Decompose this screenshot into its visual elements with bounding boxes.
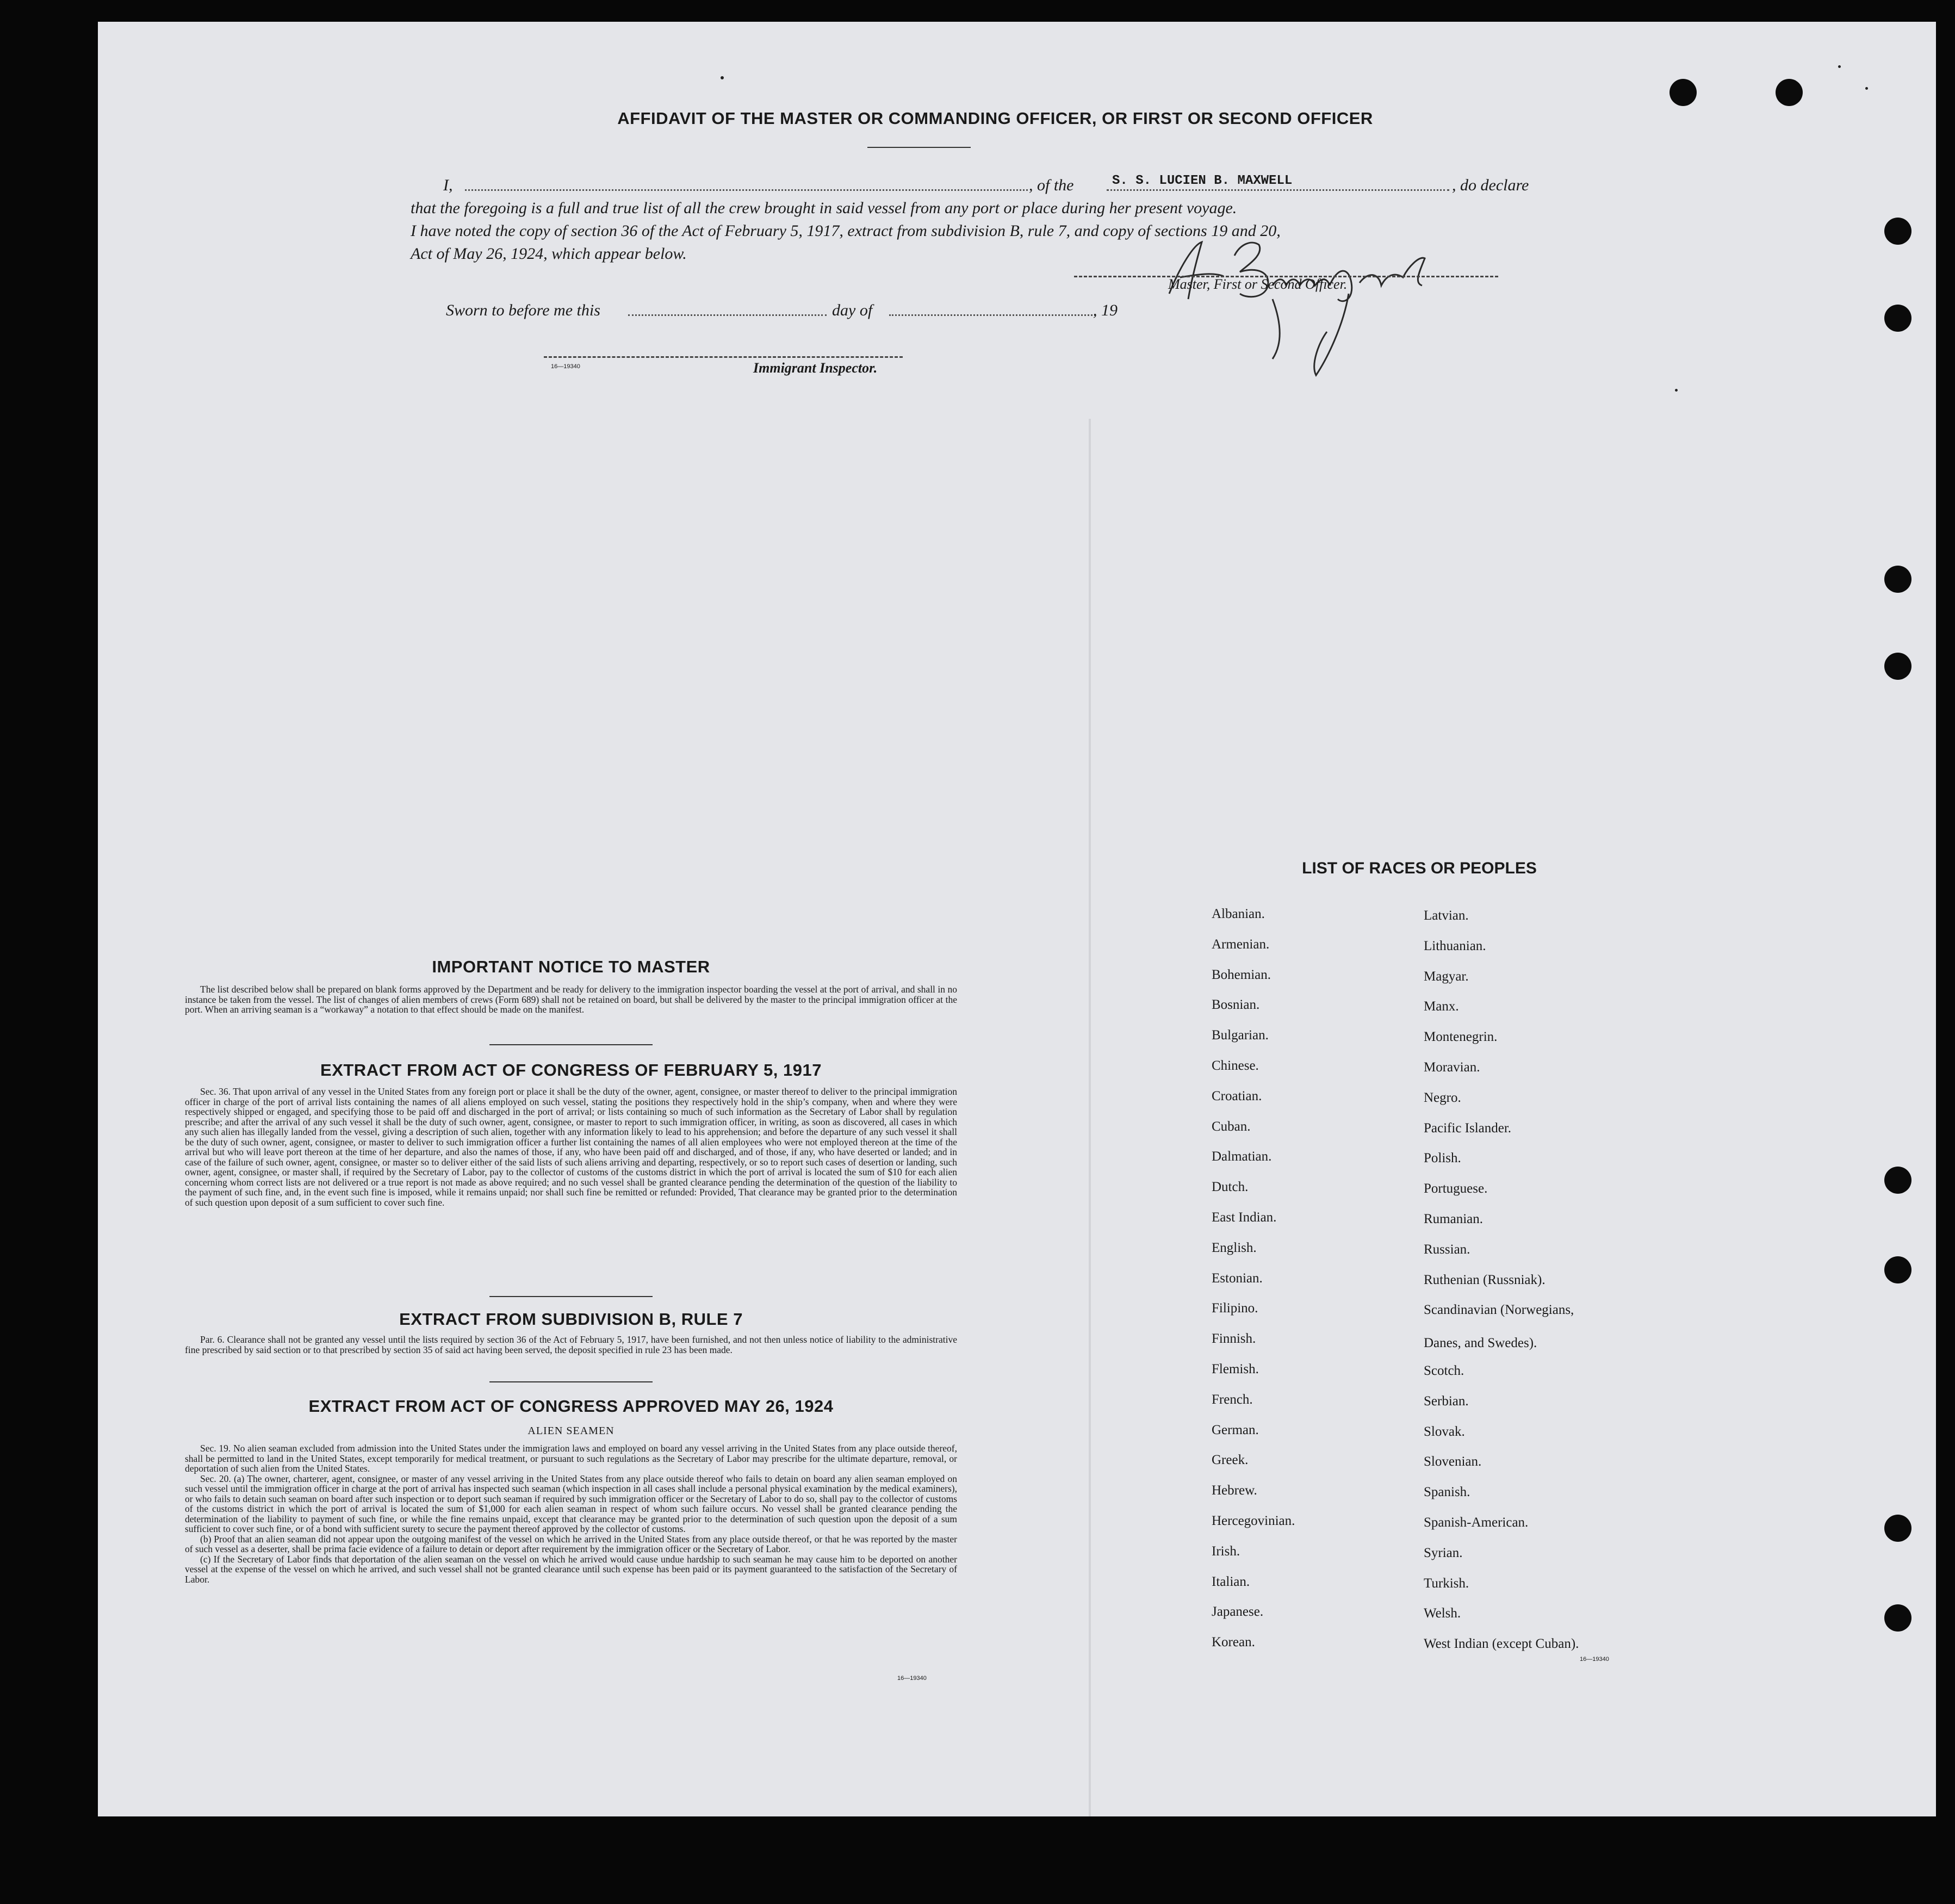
race-item: Filipino.	[1212, 1301, 1258, 1316]
race-item: Rumanian.	[1424, 1212, 1484, 1226]
race-item: Japanese.	[1212, 1604, 1264, 1620]
affidavit-line-2: that the foregoing is a full and true list of all the crew brought in said vessel from any port or place during her present voyage.	[411, 199, 1237, 217]
race-item: Armenian.	[1212, 937, 1270, 952]
races-title: LIST OF RACES OR PEOPLES	[1302, 859, 1537, 877]
title-divider	[867, 147, 971, 148]
race-item: Greek.	[1212, 1453, 1249, 1468]
race-item: Moravian.	[1424, 1060, 1480, 1075]
section-36-text: Sec. 36. That upon arrival of any vessel in the United States from any foreign port or place it shall be the duty of the owner, agent, consignee, or master thereof to deliver to the principal immigration officer in charge of the port of arrival lists containing the names of all aliens employed on such vessel, stating the positions they respectively hold in the ship’s company, when and where they were respectively shipped or engaged, and specifying those to be paid off and discharged in the port of arrival; or lists containing so much of such information as the Secretary of Labor shall by regulation prescribe; and after the arrival of any such vessel it shall be the duty of such owner, agent, consignee, or master to report to such immigration officer, in writing, as soon as discovered, all cases in which any such alien has illegally landed from the vessel, giving a description of such alien, together with any information likely to lead to his apprehension; and before the departure of any such vessel it shall be the duty of such owner, agent, consignee, or master to deliver to such immigration officer a further list containing the names of all alien employees who were not employed thereon at the time of the arrival but who will leave port thereon at the time of her departure, and also the names of those, if any, who have been paid off and discharged, and of those, if any, who have deserted or landed; and in case of the failure of such owner, agent, consignee, or master so to deliver either of the said lists of such aliens arriving and departing, respectively, or so to report such cases of desertion or landing, such owner, agent, consignee, or master shall, if required by the Secretary of Labor, pay to the collector of customs of the customs district in which the port of arrival is located the sum of $10 for each alien concerning whom correct lists are not delivered or a true report is not made as above required; and no such vessel shall be granted clearance pending the determination of the question of the liability to the payment of such fine, and, in the event such fine is imposed, while it remains unpaid; nor shall such fine be remitted or refunded: Provided, That clearance may be granted prior to the determination of such question upon deposit of a sum sufficient to cover such fine.	[185, 1086, 957, 1208]
page-crease	[1089, 419, 1091, 1816]
race-item: West Indian (except Cuban).	[1424, 1636, 1579, 1652]
do-declare-label: , do declare	[1452, 176, 1529, 194]
race-item: Turkish.	[1424, 1576, 1469, 1591]
section-20b-text: (b) Proof that an alien seaman did not appear upon the outgoing manifest of the vessel on which he arrived in the United States from any place outside thereof, or that he was reported by the master of such vessel as a deserter, shall be prima facie evidence of a failure to detain or deport after requirement by the immigration officer or the Secretary of Labor.	[185, 1533, 957, 1554]
rule7-divider	[489, 1381, 653, 1382]
punch-hole	[1776, 79, 1803, 106]
race-item: Italian.	[1212, 1574, 1250, 1589]
race-item: German.	[1212, 1422, 1259, 1437]
punch-hole	[1669, 79, 1697, 106]
race-item: Portuguese.	[1424, 1181, 1488, 1196]
extract-form-number: 16—19340	[897, 1675, 927, 1682]
notice-title: IMPORTANT NOTICE TO MASTER	[432, 957, 710, 976]
punch-hole	[1884, 653, 1911, 680]
race-item: Albanian.	[1212, 907, 1265, 921]
race-item: Irish.	[1212, 1543, 1240, 1559]
race-item: Hebrew.	[1212, 1483, 1257, 1498]
speck	[721, 76, 724, 79]
punch-hole	[1884, 1604, 1911, 1632]
rule7-paragraph: Par. 6. Clearance shall not be granted any vessel until the lists required by section 36 of the Act of February 5, 1917, have been furnished, and not then unless notice of liability to the administrative fine prescribed by said section or to that prescribed by section 35 of said act having been served, the deposit specified in rule 23 has been made.	[185, 1334, 957, 1355]
race-scandinavian-continued: Danes, and Swedes).	[1424, 1336, 1537, 1350]
race-item: Croatian.	[1212, 1088, 1262, 1103]
race-item: Lithuanian.	[1424, 938, 1486, 953]
race-item: Bulgarian.	[1212, 1028, 1269, 1043]
notice-paragraph: The list described below shall be prepared on blank forms approved by the Department and be ready for delivery to the immigration inspector boarding the vessel at the port of arrival, and shall in no instance be taken from the vessel. The list of changes of alien members of crews (Form 689) shall not be retained on board, but shall be delivered by the master to the principal immigration officer at the port. When an arriving seaman is a “workaway” a notation to that effect should be made on the manifest.	[185, 984, 957, 1015]
race-item: Negro.	[1424, 1090, 1461, 1105]
section-20c-text: (c) If the Secretary of Labor finds that deportation of the alien seaman on the vessel on which he arrived would cause undue hardship to such seaman he may cause him to be deported on another vessel at the expense of the vessel on which he arrived, and such vessel shall not be granted clearance until such expense has been paid or its payment guaranteed to the satisfaction of the Secretary of Labor.	[185, 1553, 957, 1585]
speck	[1675, 389, 1678, 392]
race-item: Montenegrin.	[1424, 1029, 1498, 1045]
vessel-name-typed: S. S. LUCIEN B. MAXWELL	[1112, 173, 1293, 188]
race-item: Manx.	[1424, 999, 1459, 1014]
race-item: Korean.	[1212, 1635, 1255, 1650]
affidavit-title: AFFIDAVIT OF THE MASTER OR COMMANDING OFFICER, OR FIRST OR SECOND OFFICER	[617, 109, 1373, 128]
race-item: English.	[1212, 1240, 1257, 1255]
of-the-label: , of the	[1029, 176, 1074, 194]
race-item: Serbian.	[1424, 1393, 1469, 1409]
race-item: Chinese.	[1212, 1058, 1259, 1073]
inspector-caption: Immigrant Inspector.	[753, 360, 878, 376]
races-form-number: 16—19340	[1580, 1656, 1609, 1663]
sworn-date-blank	[628, 314, 827, 316]
extract-1917-divider	[489, 1296, 653, 1297]
sworn-label: Sworn to before me this	[446, 301, 600, 319]
extract-1924-body	[185, 1443, 957, 1584]
race-item: Magyar.	[1424, 969, 1469, 984]
punch-hole	[1884, 305, 1911, 332]
race-item: Dalmatian.	[1212, 1149, 1272, 1164]
affidavit-form-number: 16—19340	[551, 363, 580, 370]
extract-1924-title: EXTRACT FROM ACT OF CONGRESS APPROVED MAY 26, 1924	[308, 1397, 834, 1416]
punch-hole	[1884, 1256, 1911, 1283]
punch-hole	[1884, 218, 1911, 245]
speck	[1838, 65, 1841, 68]
race-item: Slovak.	[1424, 1424, 1465, 1439]
race-item: Dutch.	[1212, 1180, 1249, 1195]
i-label: I,	[443, 176, 453, 194]
extract-1917-title: EXTRACT FROM ACT OF CONGRESS OF FEBRUARY 5, 1917	[320, 1060, 822, 1080]
inspector-signature-line	[544, 356, 903, 358]
section-20a-text: Sec. 20. (a) The owner, charterer, agent, consignee, or master of any vessel arriving in the United States from any place outside thereof who fails to detain on board any alien seaman employed on such vessel until the immigration officer in charge at the port of arrival has inspected such seaman (which inspection in all cases shall include a personal physical examination by the medical examiners), or who fails to detain such seaman on board after such inspection or to deport such seaman if required by such immigration officer or the Secretary of Labor to do so, shall pay to the collector of customs of the customs district in which the port of arrival is located the sum of $1,000 for each alien seaman in respect of whom such failure occurs. No vessel shall be granted clearance pending the determination of the liability to payment of such fine, or while the fine remains unpaid, except that clearance may be granted prior to the determination of such question upon the deposit of a sum sufficient to cover such fine, or of a bond with sufficient surety to secure the payment thereof approved by the collector of customs.	[185, 1473, 957, 1534]
race-item: Russian.	[1424, 1242, 1470, 1257]
year-prefix: , 19	[1093, 301, 1118, 319]
affidavit-line-1	[443, 174, 1585, 199]
affidavit-line-3: I have noted the copy of section 36 of the Act of February 5, 1917, extract from subdivision B, rule 7, and copy of sections 19 and 20,	[411, 222, 1281, 240]
race-item: Spanish.	[1424, 1485, 1470, 1500]
race-item: Finnish.	[1212, 1331, 1256, 1347]
race-item: Syrian.	[1424, 1545, 1463, 1560]
month-blank	[889, 314, 1096, 316]
section-19-text: Sec. 19. No alien seaman excluded from admission into the United States under the immigration laws and employed on board any vessel arriving in the United States from any place outside thereof, shall be permitted to land in the United States, except temporarily for medical treatment, or pursuant to such regulations as the Secretary of Labor may prescribe for the ultimate departure, removal, or deportation of such alien from the United States.	[185, 1443, 957, 1474]
race-item: Welsh.	[1424, 1606, 1461, 1621]
name-blank-line	[465, 189, 1028, 191]
race-item: Slovenian.	[1424, 1454, 1482, 1469]
speck	[1865, 87, 1868, 90]
rule7-body	[185, 1335, 957, 1355]
race-item: Polish.	[1424, 1151, 1461, 1166]
race-item: Estonian.	[1212, 1270, 1263, 1286]
race-item: Hercegovinian.	[1212, 1514, 1295, 1528]
punch-hole	[1884, 566, 1911, 593]
signer-caption: Master, First or Second Officer.	[1168, 276, 1348, 292]
race-item: Scandinavian (Norwegians,	[1424, 1303, 1574, 1318]
race-item: Latvian.	[1424, 908, 1469, 923]
punch-hole	[1884, 1515, 1911, 1542]
race-item: Scotch.	[1424, 1363, 1464, 1378]
sworn-line	[446, 299, 1370, 324]
rule7-title: EXTRACT FROM SUBDIVISION B, RULE 7	[399, 1310, 743, 1329]
race-item: French.	[1212, 1392, 1253, 1407]
race-item: Bohemian.	[1212, 967, 1271, 982]
affidavit-line-4: Act of May 26, 1924, which appear below.	[411, 245, 687, 263]
race-item: Bosnian.	[1212, 997, 1260, 1013]
punch-hole	[1884, 1167, 1911, 1194]
race-item: Ruthenian (Russniak).	[1424, 1272, 1546, 1287]
race-item: Spanish-American.	[1424, 1515, 1529, 1530]
race-item: East Indian.	[1212, 1210, 1277, 1225]
race-item: Flemish.	[1212, 1362, 1259, 1376]
document-sheet	[98, 22, 1936, 1816]
race-item: Pacific Islander.	[1424, 1120, 1512, 1136]
day-of-label: day of	[832, 301, 873, 319]
alien-seamen-subtitle: ALIEN SEAMEN	[527, 1425, 615, 1437]
notice-text	[185, 984, 957, 1015]
race-item: Cuban.	[1212, 1119, 1251, 1134]
notice-divider	[489, 1044, 653, 1045]
extract-1917-body	[185, 1087, 957, 1207]
